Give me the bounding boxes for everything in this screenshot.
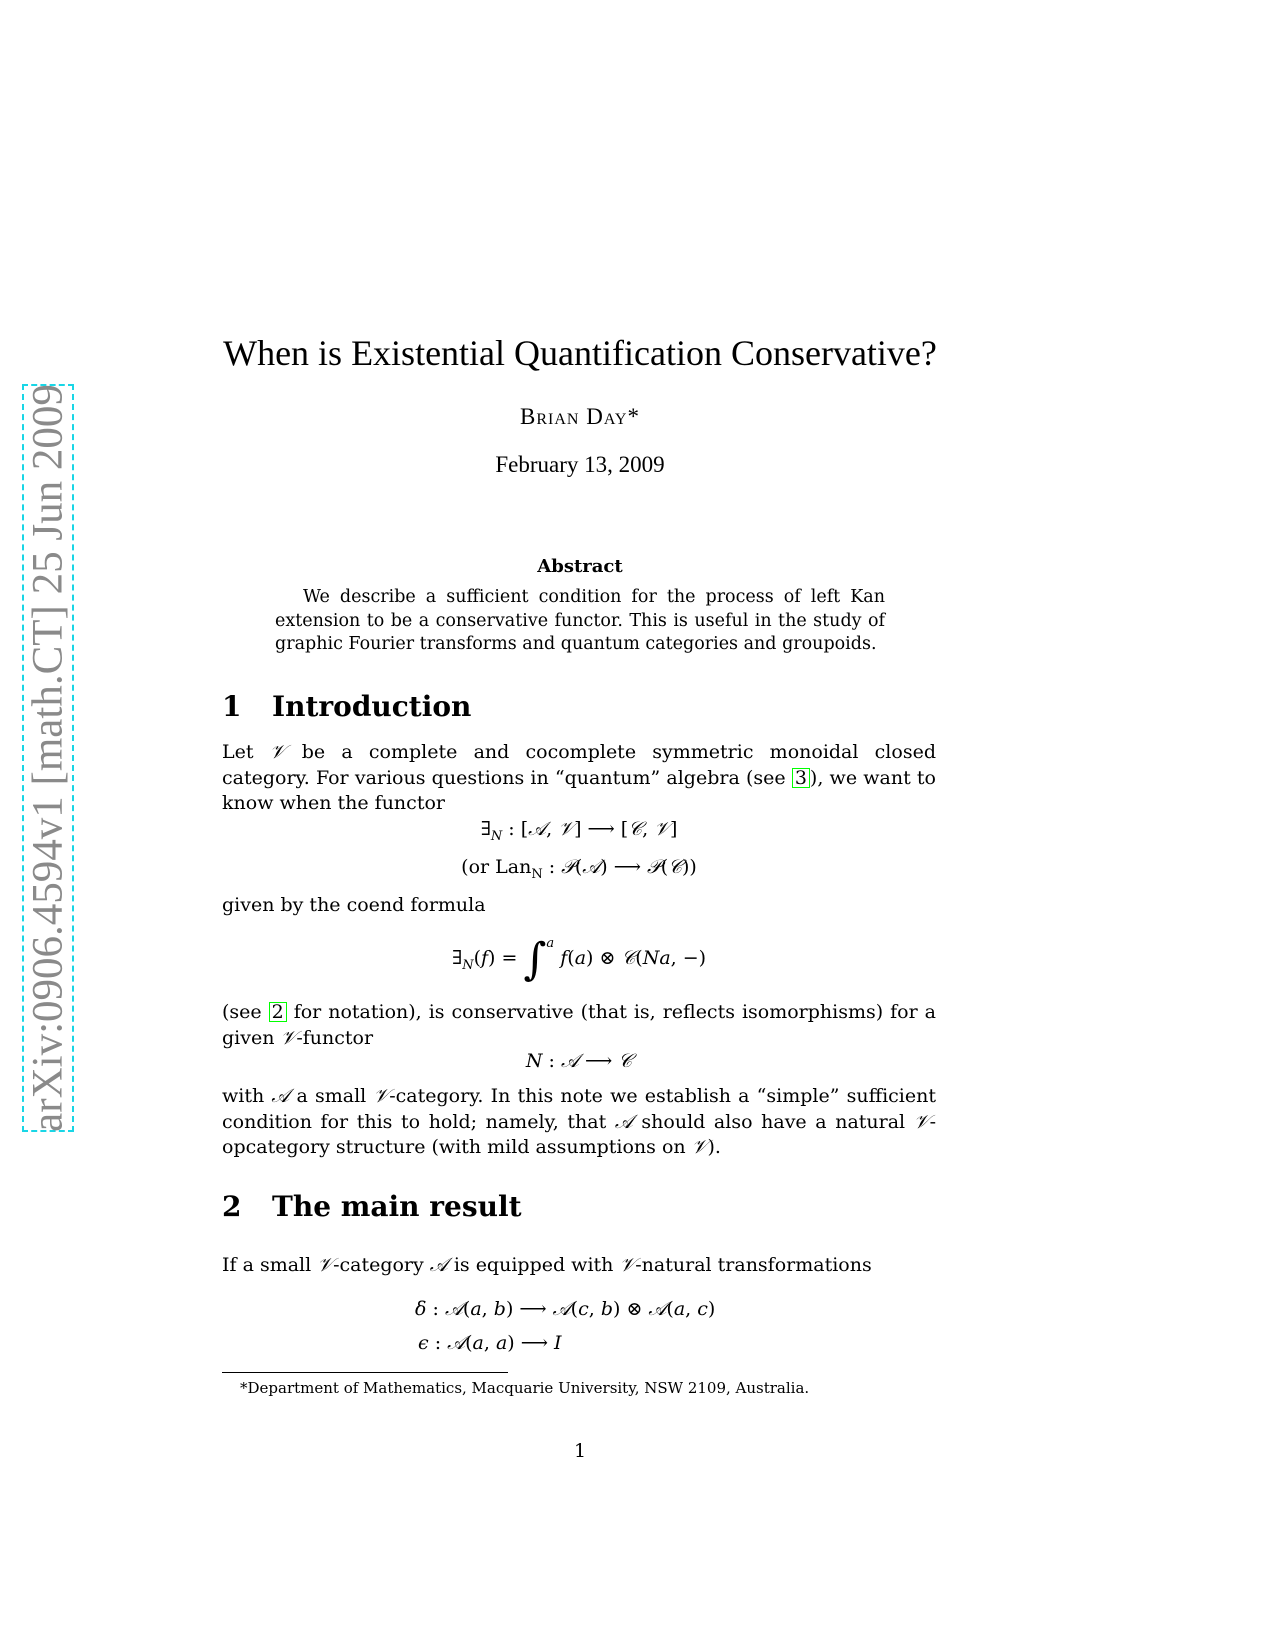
section-number: 1 [222, 690, 242, 723]
intro-coend-text: given by the coend formula [222, 894, 486, 916]
paper-title: When is Existential Quantification Conservative? [223, 333, 937, 373]
equation-lan: (or Lan$_N$ : 𝒫(𝒜) ⟶ 𝒫(𝒞)) [461, 856, 697, 882]
section-number: 2 [222, 1190, 242, 1223]
main-result-intro: If a small 𝒱-category 𝒜 is equipped with 𝒱-natural transformations [222, 1254, 872, 1276]
equation-N: N : 𝒜 ⟶ 𝒞 [525, 1050, 633, 1072]
section-title: The main result [272, 1190, 522, 1223]
equation-epsilon: ϵ : 𝒜(a, a) ⟶ I [418, 1332, 562, 1354]
arxiv-stamp-text: arXiv:0906.4594v1 [math.CT] 25 Jun 2009 [24, 384, 72, 1132]
abstract-heading: Abstract [537, 556, 623, 577]
section-1-heading [222, 690, 471, 723]
intro-paragraph-1: Let 𝒱 be a complete and cocomplete symmetric monoidal closed category. For various questions in “quantum” algebra (see 3 ), we want to know when the functor [222, 741, 936, 814]
footnote: *Department of Mathematics, Macquarie University, NSW 2109, Australia. [240, 1379, 810, 1397]
paper-date: February 13, 2009 [495, 452, 665, 477]
page-number: 1 [573, 1440, 587, 1462]
arxiv-stamp [22, 384, 74, 1132]
citation-2[interactable]: 2 [269, 1002, 287, 1022]
intro-paragraph-2: (see 2 for notation), is conservative (that is, reflects isomorphisms) for a given 𝒱-functor [222, 1001, 936, 1049]
equation-exists-functor: $\exists_N$ : [𝒜, 𝒱] ⟶ [𝒞, 𝒱] [480, 818, 678, 844]
section-title: Introduction [272, 690, 472, 723]
footnote-rule [222, 1372, 508, 1373]
intro-paragraph-3: with 𝒜 a small 𝒱-category. In this note we establish a “simple” sufficient condition for this to hold; namely, that 𝒜 should also have a natural 𝒱-opcategory structure (with mild assumptions on 𝒱). [222, 1085, 936, 1158]
equation-coend: $\exists_N(f) = \int^a$ f(a) ⊗ 𝒞(Na, −) [451, 934, 707, 985]
paper-author: Brian Day* [520, 404, 640, 429]
section-2-heading [222, 1190, 522, 1223]
equation-delta: δ : 𝒜(a, b) ⟶ 𝒜(c, b) ⊗ 𝒜(a, c) [415, 1298, 716, 1320]
abstract-text: We describe a sufficient condition for the process of left Kan extension to be a conservative functor. This is useful in the study of graphic Fourier transforms and quantum categories and groupoids. [275, 587, 885, 654]
citation-3[interactable]: 3 [792, 768, 810, 788]
